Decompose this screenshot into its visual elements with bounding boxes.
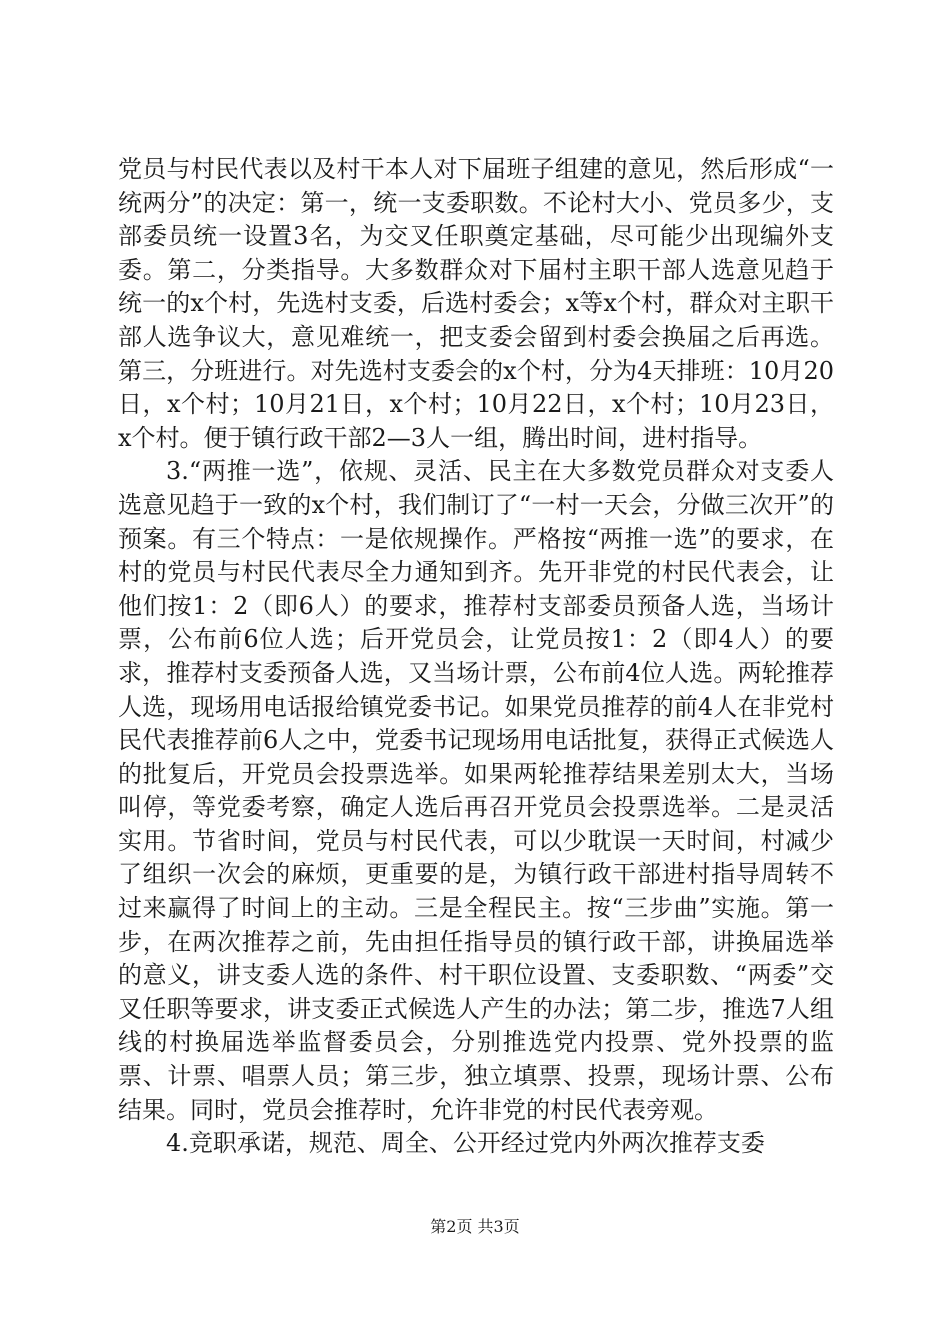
document-body xyxy=(118,153,834,1161)
paragraph-section-3: 3.“两推一选”，依规、灵活、民主在大多数党员群众对支委人选意见趋于一致的x个村，我们制订了“一村一天会，分做三次开”的预案。有三个特点：一是依规操作。严格按“两推一选”的要求，在村的党员与村民代表尽全力通知到齐。先开非党的村民代表会，让他们按1：2（即6人）的要求，推荐村支部委员预备人选，当场计票，公布前6位人选；后开党员会，让党员按1：2（即4人）的要求，推荐村支委预备人选，又当场计票，公布前4位人选。两轮推荐人选，现场用电话报给镇党委书记。如果党员推荐的前4人在非党村民代表推荐前6人之中，党委书记现场用电话批复，获得正式候选人的批复后，开党员会投票选举。如果两轮推荐结果差别太大，当场叫停，等党委考察，确定人选后再召开党员会投票选举。二是灵活实用。节省时间，党员与村民代表，可以少耽误一天时间，村减少了组织一次会的麻烦，更重要的是，为镇行政干部进村指导周转不过来赢得了时间上的主动。三是全程民主。按“三步曲”实施。第一步，在两次推荐之前，先由担任指导员的镇行政干部，讲换届选举的意义，讲支委人选的条件、村干职位设置、支委职数、“两委”交叉任职等要求，讲支委正式候选人产生的办法；第二步，推选7人组线的村换届选举监督委员会，分别推选党内投票、党外投票的监票、计票、唱票人员；第三步，独立填票、投票，现场计票、公布结果。同时，党员会推荐时，允许非党的村民代表旁观。 xyxy=(118,457,834,1124)
paragraph-continuation: 党员与村民代表以及村干本人对下届班子组建的意见，然后形成“一统两分”的决定：第一，统一支委职数。不论村大小、党员多少，支部委员统一设置3名，为交叉任职奠定基础，尽可能少出现编外支委。第二，分类指导。大多数群众对下届村主职干部人选意见趋于统一的x个村，先选村支委，后选村委会；x等x个村，群众对主职干部人选争议大，意见难统一，把支委会留到村委会换届之后再选。第三，分班进行。对先选村支委会的x个村，分为4天排班：10月20日，x个村；10月21日，x个村；10月22日，x个村；10月23日，x个村。便于镇行政干部2—3人一组，腾出时间，进村指导。 xyxy=(118,155,834,452)
paragraph-section-4: 4.竞职承诺，规范、周全、公开经过党内外两次推荐支委 xyxy=(166,1129,765,1158)
page-footer: 第2页 共3页 xyxy=(430,1217,520,1236)
